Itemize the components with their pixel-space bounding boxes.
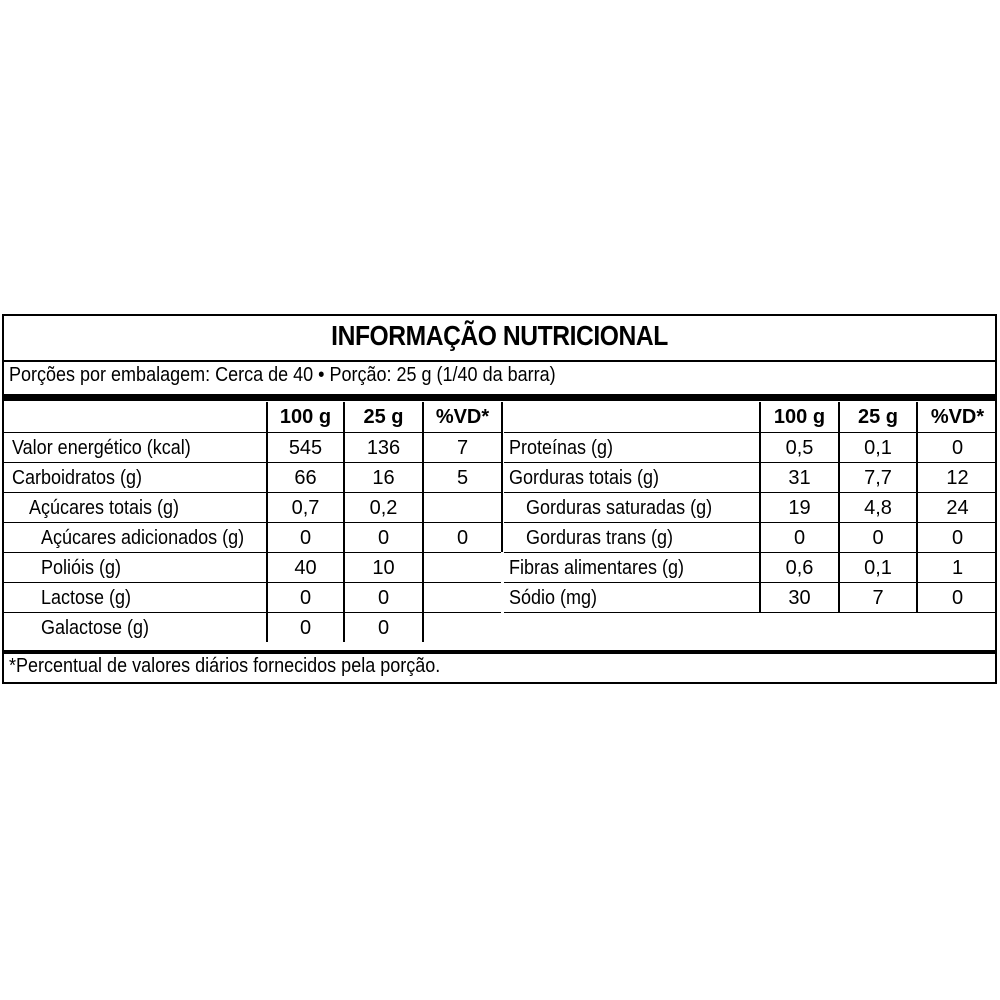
nutrient-value-v100: 0 xyxy=(299,527,312,549)
nutrient-label: Açúcares totais (g) xyxy=(29,497,180,519)
nutrient-value-v25: 0,1 xyxy=(864,557,892,579)
nutrient-value-v25: 4,8 xyxy=(864,497,892,519)
nutrient-value-v100: 0 xyxy=(299,617,312,639)
nutrient-label: Gorduras saturadas (g) xyxy=(526,497,713,519)
nutrient-value-v100: 0,7 xyxy=(291,497,320,519)
nutrient-value-v25: 16 xyxy=(372,467,395,489)
nutrient-value-vd: 12 xyxy=(946,467,969,489)
right-header-vd: %VD* xyxy=(930,406,985,428)
nutrient-label: Gorduras totais (g) xyxy=(509,467,660,489)
left-header-v100: 100 g xyxy=(279,406,332,428)
nutrient-value-vd: 0 xyxy=(951,527,964,549)
nutrient-value-v100: 31 xyxy=(788,467,811,489)
nutrient-value-v100: 0 xyxy=(793,527,806,549)
nutrient-label: Carboidratos (g) xyxy=(12,467,143,489)
nutrient-value-vd: 7 xyxy=(456,437,469,459)
nutrient-value-vd: 0 xyxy=(951,587,964,609)
serving-divider xyxy=(4,394,995,401)
right-header-v25: 25 g xyxy=(857,406,899,428)
nutrient-label: Valor energético (kcal) xyxy=(12,437,191,459)
right-header-v100: 100 g xyxy=(773,406,826,428)
nutrient-value-v25: 10 xyxy=(372,557,395,579)
footnote-divider xyxy=(4,650,995,654)
left-header-v25: 25 g xyxy=(363,406,404,428)
nutrient-label: Sódio (mg) xyxy=(509,587,598,609)
nutrient-value-vd: 1 xyxy=(951,557,964,579)
nutrient-value-v25: 0 xyxy=(377,527,390,549)
nutrient-label: Fibras alimentares (g) xyxy=(509,557,685,579)
table-title: INFORMAÇÃO NUTRICIONAL xyxy=(331,320,668,351)
nutrient-label: Açúcares adicionados (g) xyxy=(41,527,245,549)
nutrient-value-v25: 136 xyxy=(366,437,401,459)
nutrient-value-vd: 5 xyxy=(456,467,469,489)
nutrition-facts-panel xyxy=(2,314,997,684)
serving-info: Porções por embalagem: Cerca de 40 • Porção: 25 g (1/40 da barra) xyxy=(9,364,556,386)
nutrient-value-v25: 0,2 xyxy=(369,497,398,519)
nutrient-value-vd: 0 xyxy=(456,527,469,549)
nutrient-value-vd: 24 xyxy=(946,497,969,519)
nutrient-label: Galactose (g) xyxy=(41,617,150,639)
left-header-vd: %VD* xyxy=(435,406,490,428)
title-divider xyxy=(4,360,995,362)
nutrient-label: Polióis (g) xyxy=(41,557,122,579)
nutrient-label: Lactose (g) xyxy=(41,587,132,609)
nutrient-value-v25: 0 xyxy=(872,527,884,549)
nutrient-value-v25: 0,1 xyxy=(864,437,892,459)
nutrient-value-v100: 40 xyxy=(294,557,317,579)
nutrient-value-v100: 66 xyxy=(294,467,317,489)
nutrient-value-v25: 0 xyxy=(377,617,390,639)
nutrient-label: Gorduras trans (g) xyxy=(526,527,674,549)
nutrient-value-v100: 0 xyxy=(299,587,312,609)
nutrient-value-v25: 7,7 xyxy=(864,467,892,489)
footnote: *Percentual de valores diários fornecidos pela porção. xyxy=(9,655,441,677)
nutrient-value-v25: 0 xyxy=(377,587,390,609)
nutrient-value-v25: 7 xyxy=(872,587,884,609)
nutrient-value-v100: 19 xyxy=(788,497,811,519)
nutrient-value-v100: 0,5 xyxy=(785,437,814,459)
nutrient-value-v100: 545 xyxy=(288,437,323,459)
nutrient-value-v100: 30 xyxy=(788,587,811,609)
nutrient-value-v100: 0,6 xyxy=(785,557,814,579)
nutrient-label: Proteínas (g) xyxy=(509,437,614,459)
left-column-divider xyxy=(501,402,503,552)
nutrient-value-vd: 0 xyxy=(951,437,964,459)
